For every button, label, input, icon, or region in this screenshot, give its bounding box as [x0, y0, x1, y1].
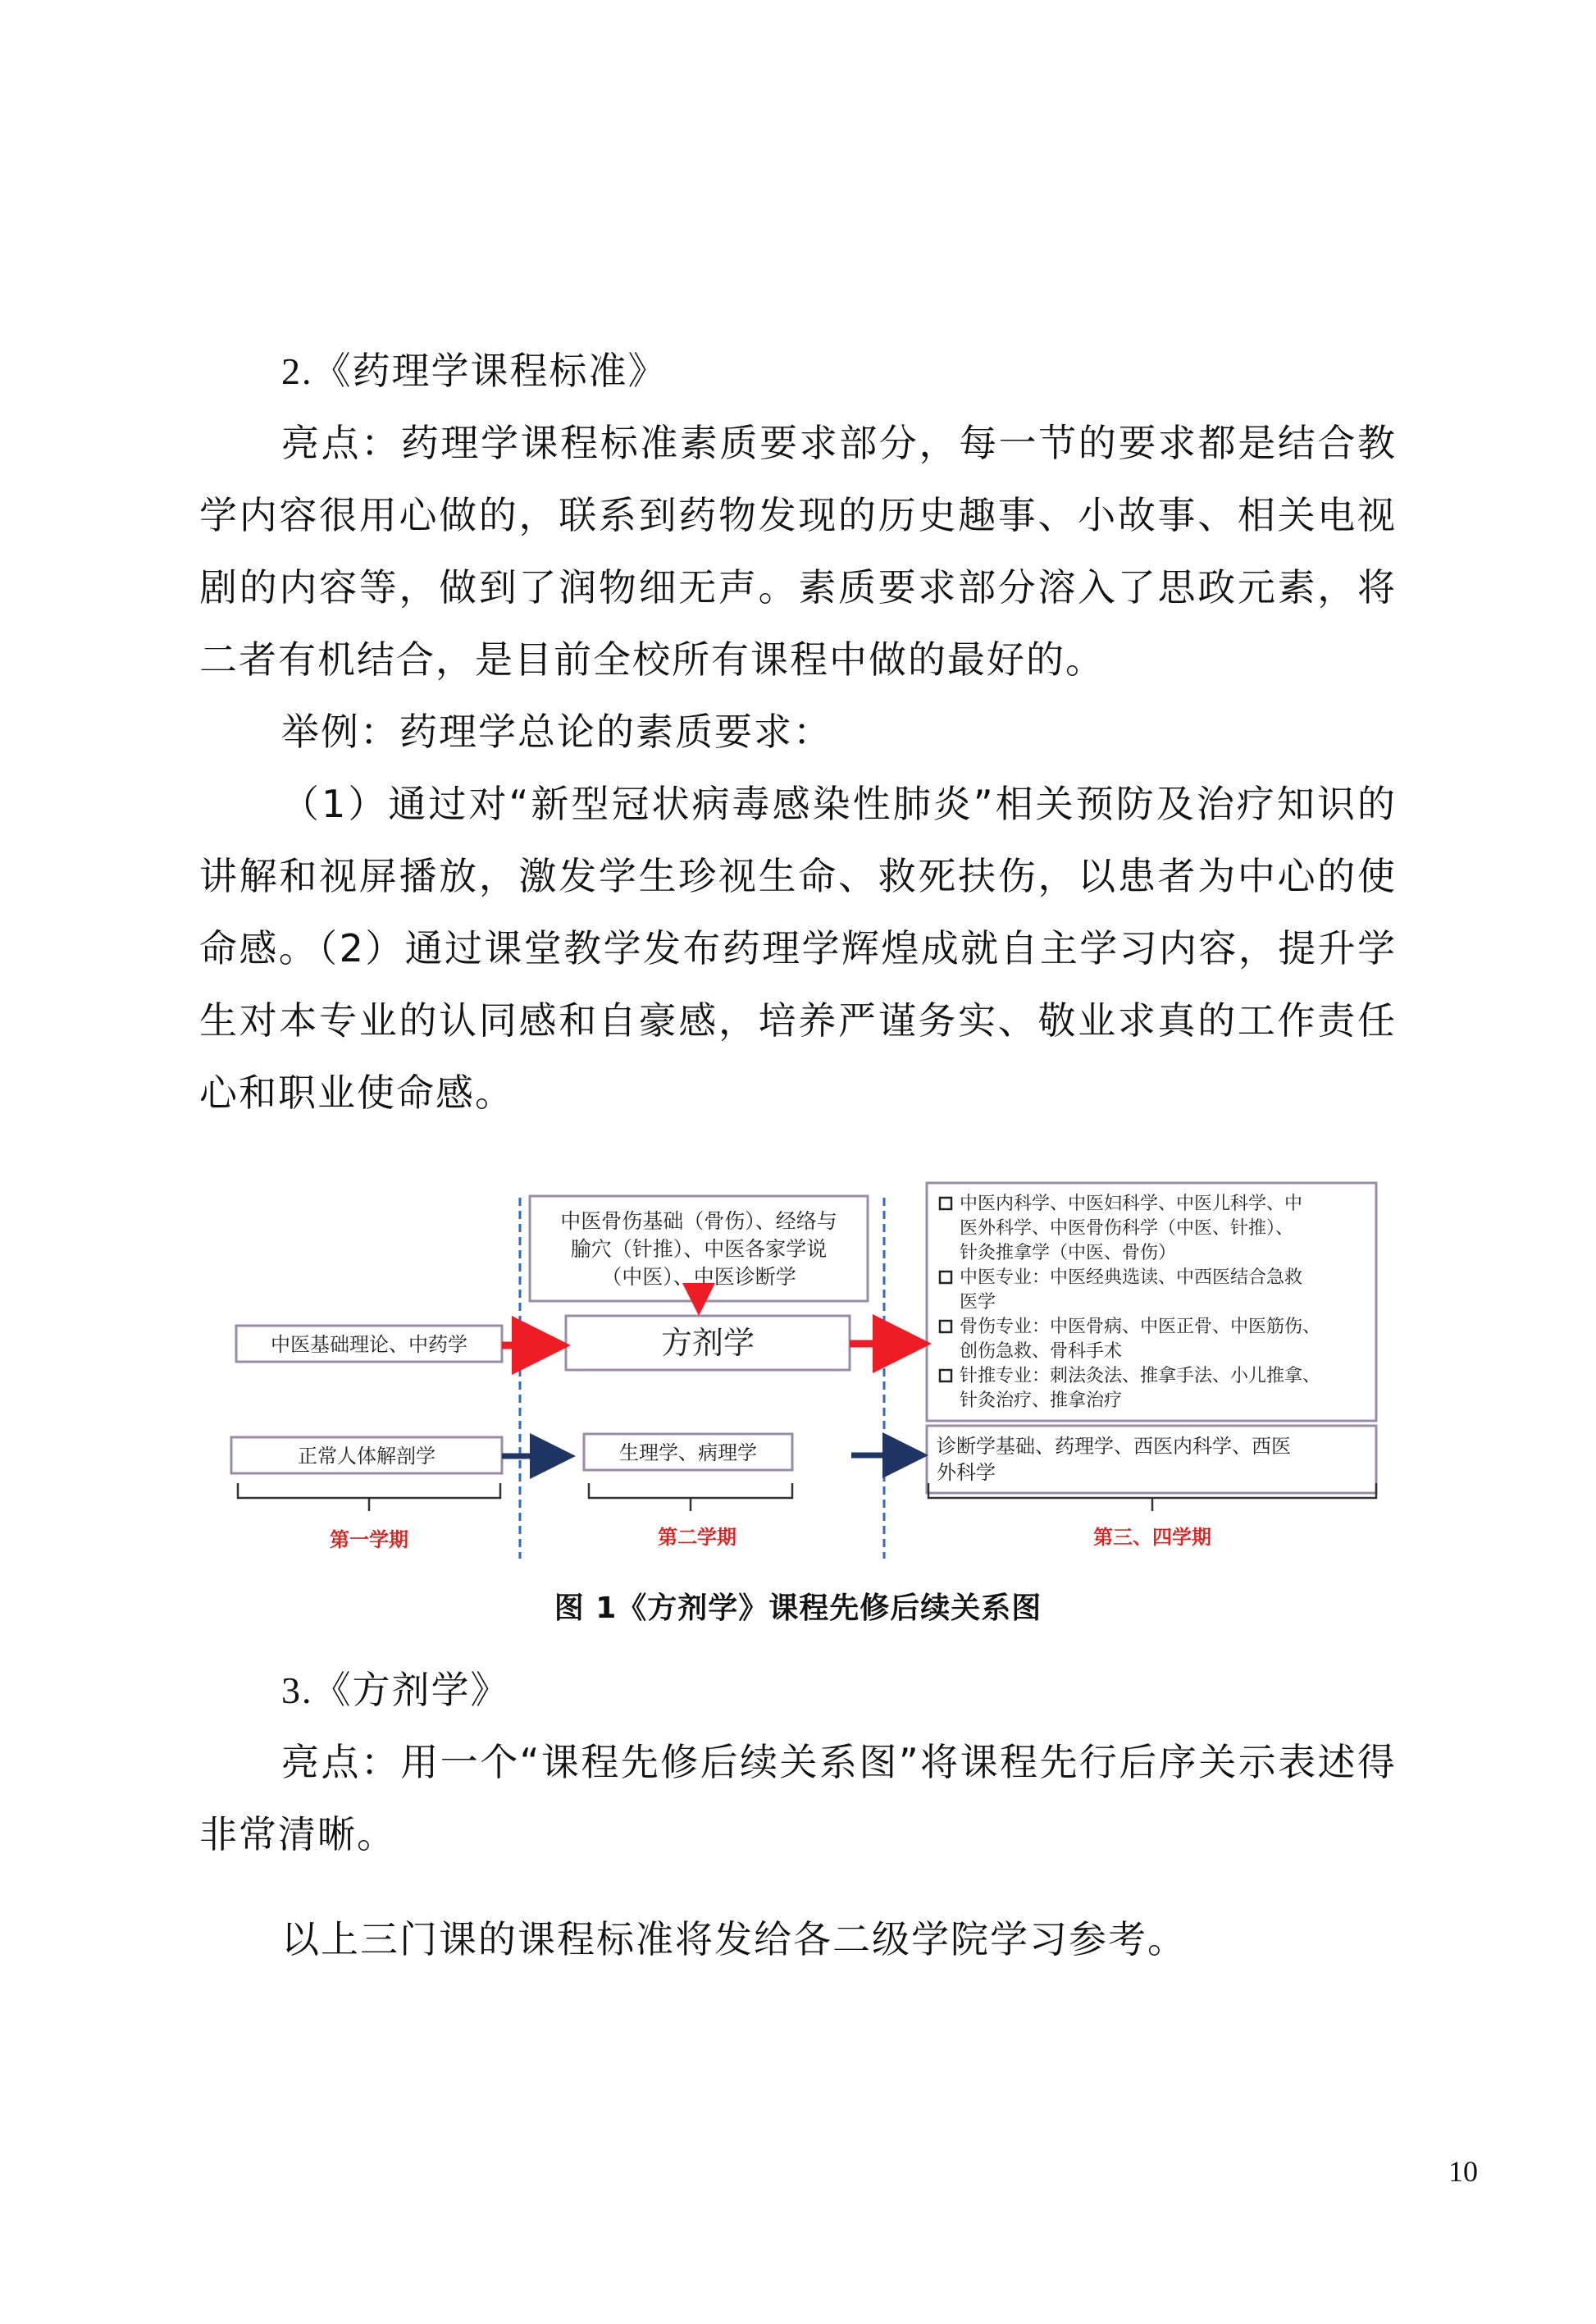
brace-semester-1 — [238, 1483, 500, 1511]
right-item-1-line-1: 中医内科学、中医妇科学、中医儿科学、中 — [960, 1194, 1303, 1214]
right-item-1-line-3: 针灸推拿学（中医、骨伤） — [960, 1243, 1177, 1263]
right-item-3-line-1: 骨伤专业：中医骨病、中医正骨、中医筋伤、 — [960, 1317, 1321, 1337]
section-2-number: 2. — [281, 350, 313, 392]
box-right-bottom-line-2: 外科学 — [937, 1461, 996, 1484]
right-item-2-line-2: 医学 — [960, 1292, 996, 1313]
right-item-2-line-1: 中医专业：中医经典选读、中西医结合急救 — [960, 1267, 1303, 1288]
section-3-number: 3. — [281, 1669, 313, 1711]
right-item-1-line-2: 医外科学、中医骨伤科学（中医、针推）、 — [960, 1218, 1294, 1239]
figure-caption: 图 1《方剂学》课程先修后续关系图 — [554, 1591, 1042, 1625]
brace-semester-2 — [589, 1483, 792, 1511]
box-center-top-line-2: 腧穴（针推）、中医各家学说 — [570, 1237, 828, 1261]
box-center-top-line-1: 中医骨伤基础（骨伤）、经络与 — [560, 1209, 837, 1233]
section-2-title: 《药理学课程标准》 — [312, 349, 668, 393]
closing-paragraph: 以上三门课的课程标准将发给各二级学院学习参考。 — [281, 1917, 1187, 1961]
right-item-3-line-2: 创伤急救、骨科手术 — [960, 1341, 1123, 1362]
box-right-bottom-line-1: 诊断学基础、药理学、西医内科学、西医 — [937, 1435, 1291, 1458]
section-2-heading — [281, 335, 668, 408]
section-3-highlight: 亮点：用一个“课程先修后续关系图”将课程先行后序关示表述得非常清晰。 — [199, 1740, 1397, 1856]
right-item-4-line-1: 针推专业：刺法灸法、推拿手法、小儿推拿、 — [960, 1366, 1321, 1386]
section-2-example-body: （1）通过对“新型冠状病毒感染性肺炎”相关预防及治疗知识的讲解和视屏播放，激发学生珍视生命、救死扶伤，以患者为中心的使命感。（2）通过课堂教学发布药理学辉煌成就自主学习内容，提升学生对本专业的认同感和自豪感，培养严谨务实、敬业求真的工作责任心和职业使命感。 — [199, 782, 1397, 1115]
section-2-highlight: 亮点：药理学课程标准素质要求部分，每一节的要求都是结合教学内容很用心做的，联系到药物发现的历史趣事、小故事、相关电视剧的内容等，做到了润物细无声。素质要求部分溶入了思政元素，将二者有机结合，是目前全校所有课程中做的最好的。 — [199, 421, 1397, 682]
right-item-4-line-2: 针灸治疗、推拿治疗 — [960, 1390, 1123, 1411]
box-center-bottom-text: 生理学、病理学 — [619, 1441, 757, 1464]
semester-1-label: 第一学期 — [330, 1527, 408, 1551]
box-center-main-text: 方剂学 — [660, 1325, 755, 1361]
page-number: 10 — [1448, 2155, 1478, 2188]
section-3-title: 《方剂学》 — [312, 1668, 510, 1712]
semester-34-label: 第三、四学期 — [1093, 1525, 1211, 1549]
section-2-example-intro: 举例：药理学总论的素质要求： — [281, 710, 832, 754]
box-left-bottom-text: 正常人体解剖学 — [298, 1445, 435, 1468]
box-left-top-text: 中医基础理论、中药学 — [271, 1333, 467, 1356]
box-center-top-line-3: （中医）、中医诊断学 — [601, 1265, 796, 1289]
course-relationship-figure — [221, 1173, 1386, 1567]
section-3-heading — [281, 1654, 510, 1727]
semester-2-label: 第二学期 — [658, 1525, 736, 1549]
